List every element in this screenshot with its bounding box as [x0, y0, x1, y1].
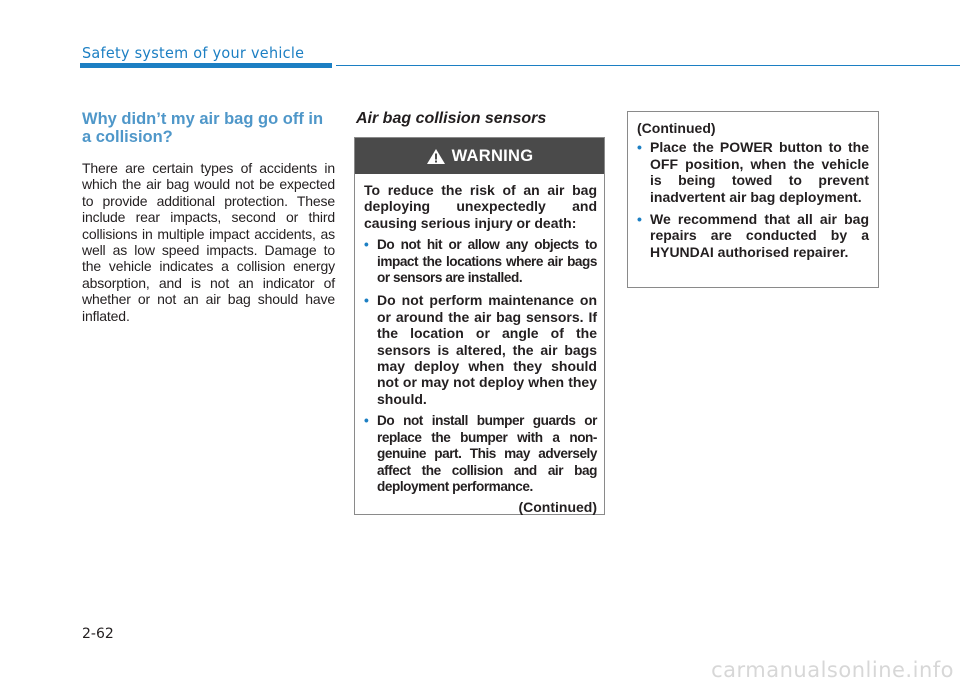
warning-item: • Do not install bumper guards or replace the bumper with a non-genuine part. This may adversely affect the collision and air bag deployment performance. — [364, 413, 597, 494]
warning-item: • Do not perform maintenance on or around the air bag sensors. If the location or angle of the sensors is altered, the air bags may deploy when they should not or may not deploy when they should. — [364, 292, 597, 407]
continuation-label: (Continued) — [637, 120, 716, 136]
continuation-item: • We recommend that all air bag repairs are conducted by a HYUNDAI authorised repairer. — [637, 211, 869, 260]
site-watermark: carmanualsonline.info — [711, 658, 954, 682]
warning-continued: (Continued) — [518, 499, 597, 516]
continuation-box — [627, 111, 879, 288]
sensors-heading: Air bag collision sensors — [356, 110, 547, 127]
section-body: There are certain types of accidents in which the air bag would not be expected to provide additional protection. These include rear impacts, second or third collisions in multiple impact accidents, as well as low speed impacts. Damage to the vehicle indicates a collision energy absorption, and is not an indicator of whether or not an air bag should have inflated. — [82, 160, 335, 324]
header-rule — [336, 65, 960, 66]
warning-label: WARNING — [451, 146, 534, 165]
section-why-no-deploy — [82, 110, 335, 324]
warning-header — [355, 138, 604, 174]
warning-content — [355, 174, 604, 516]
page-number: 2-62 — [82, 626, 114, 642]
warning-intro: To reduce the risk of an air bag deploying unexpectedly and causing serious injury or death: — [364, 182, 597, 231]
continuation-list — [637, 139, 869, 260]
continuation-item: • Place the POWER button to the OFF position, when the vehicle is being towed to prevent inadvertent air bag deployment. — [637, 139, 869, 205]
warning-list — [364, 237, 597, 495]
warning-box — [354, 137, 605, 515]
warning-item: • Do not hit or allow any objects to impact the locations where air bags or sensors are installed. — [364, 237, 597, 286]
warning-triangle-icon — [426, 148, 446, 165]
page-header-title: Safety system of your vehicle — [82, 44, 305, 62]
section-heading: Why didn’t my air bag go off in a collision? — [82, 110, 324, 146]
header-accent-bar — [80, 63, 332, 68]
